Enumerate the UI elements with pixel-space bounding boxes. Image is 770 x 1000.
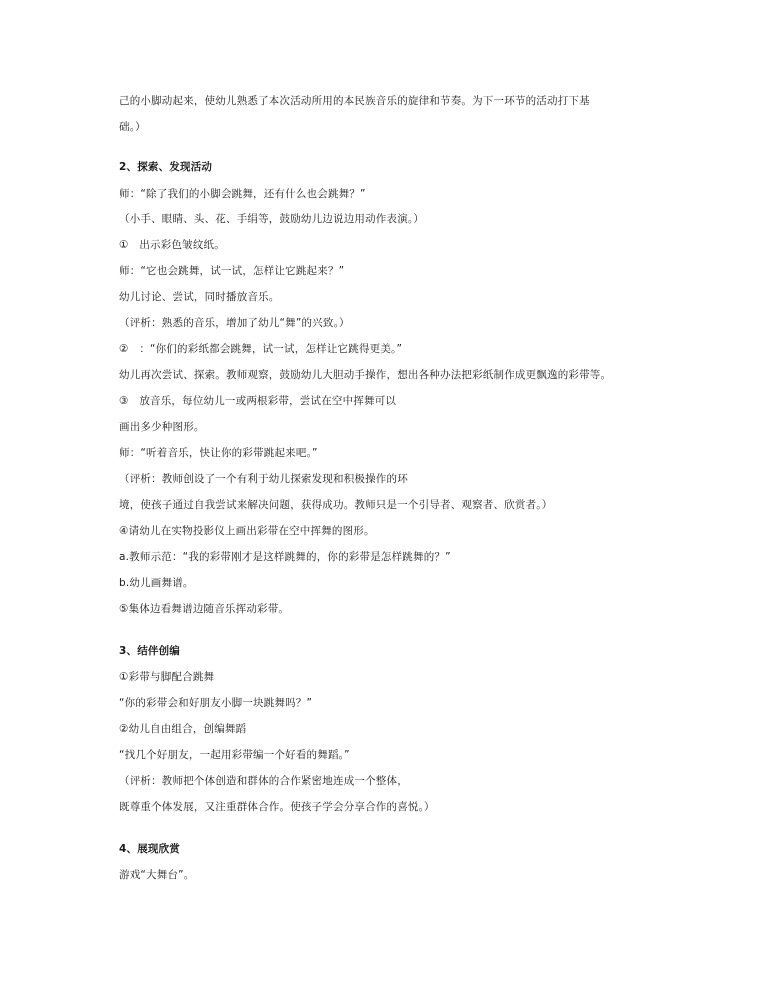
text-line: 既尊重个体发展，又注重群体合作。使孩子学会分享合作的喜悦。） — [119, 801, 435, 813]
text-line: ⑤集体边看舞谱边随音乐挥动彩带。 — [119, 603, 290, 615]
text-line: （评析：熟悉的音乐，增加了幼儿“舞”的兴致。） — [119, 317, 350, 329]
text-line: ②幼儿自由组合，创编舞蹈 — [119, 723, 247, 735]
text-line: “你的彩带会和好朋友小脚一块跳舞吗？” — [119, 697, 313, 709]
text-line: （评析：教师把个体创造和群体的合作紧密地连成一个整体， — [119, 775, 408, 787]
text-line: ② ：“你们的彩纸都会跳舞，试一试，怎样让它跳得更美。” — [119, 343, 403, 355]
section-heading-showcase: 4、展现欣赏 — [119, 843, 181, 855]
text-line: （小手、眼睛、头、花、手绢等，鼓励幼儿边说边用动作表演。） — [119, 213, 425, 225]
text-line: b.幼儿画舞谱。 — [119, 577, 194, 589]
text-line: 画出多少种图形。 — [119, 421, 205, 433]
text-line: （评析：教师创设了一个有利于幼儿探索发现和积极操作的环 — [119, 473, 408, 485]
text-line: 己的小脚动起来，使幼儿熟悉了本次活动所用的本民族音乐的旋律和节奏。为下一环节的活动打下基 — [119, 95, 590, 107]
text-line: 幼儿再次尝试、探索。教师观察，鼓励幼儿大胆动手操作，想出各种办法把彩纸制作成更飘逸的彩带等。 — [119, 369, 612, 381]
text-line: ③ 放音乐，每位幼儿一或两根彩带，尝试在空中挥舞可以 — [119, 395, 397, 407]
text-line: 游戏“大舞台”。 — [119, 869, 195, 881]
text-line: ① 出示彩色皱纹纸。 — [119, 239, 225, 251]
text-line: 师：“除了我们的小脚会跳舞，还有什么也会跳舞？” — [119, 188, 366, 200]
text-line: 幼儿讨论、尝试，同时播放音乐。 — [119, 291, 280, 303]
section-heading-explore: 2、探索、发现活动 — [119, 161, 213, 173]
text-line: 师：“听着音乐，快让你的彩带跳起来吧。” — [119, 447, 318, 459]
text-line: ①彩带与脚配合跳舞 — [119, 671, 215, 683]
text-line: 础。） — [119, 121, 146, 133]
section-heading-pair-create: 3、结伴创编 — [119, 645, 181, 657]
text-line: 师：“它也会跳舞，试一试，怎样让它跳起来？” — [119, 265, 345, 277]
text-line: “找几个好朋友，一起用彩带编一个好看的舞蹈。” — [119, 749, 350, 761]
text-line: 境，使孩子通过自我尝试来解决问题，获得成功。教师只是一个引导者、观察者、欣赏者。） — [119, 499, 553, 511]
text-line: a.教师示范：“我的彩带刚才是这样跳舞的，你的彩带是怎样跳舞的？” — [119, 551, 451, 563]
text-line: ④请幼儿在实物投影仪上画出彩带在空中挥舞的图形。 — [119, 525, 375, 537]
